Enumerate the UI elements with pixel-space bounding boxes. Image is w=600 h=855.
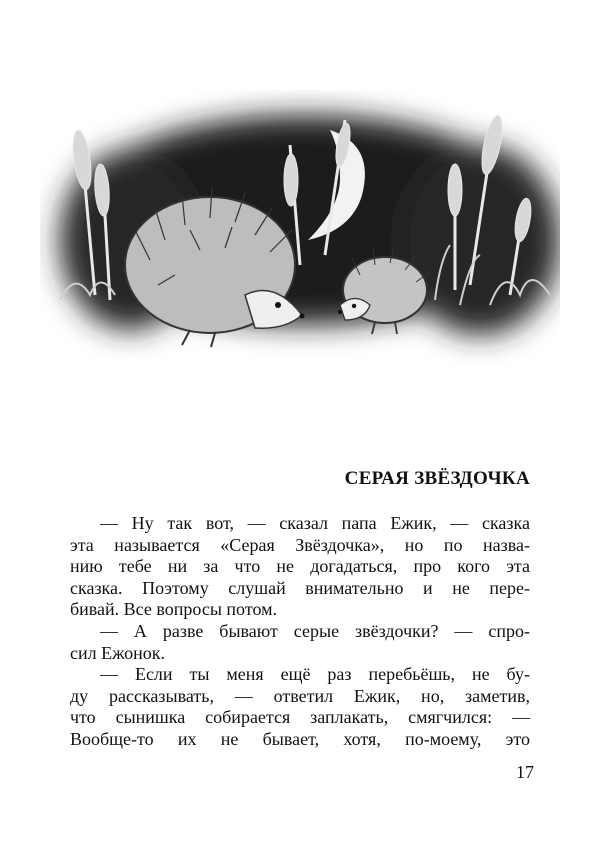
text-line: Вообще-то их не бывает, хотя, по-моему, это (70, 728, 530, 749)
text-line: сил Ежонок. (70, 642, 165, 663)
text-line: ду рассказывать, — ответил Ежик, но, заметив, (70, 685, 530, 706)
text-line: — Если ты меня ещё раз перебьёшь, не бу- (100, 664, 530, 685)
text-line: — А разве бывают серые звёздочки? — спро- (100, 620, 530, 641)
page-number: 17 (516, 762, 534, 782)
text-line: что сынишка собирается заплакать, смягчился: — (70, 707, 530, 728)
hedgehogs-illustration (40, 90, 560, 365)
text-line: — Ну так вот, — сказал папа Ежик, — сказка (100, 513, 530, 533)
text-line: сказка. Поэтому слушай внимательно и не пере- (70, 577, 530, 598)
story-text (70, 513, 530, 751)
text-line: нию тебе ни за что не догадаться, про кого эта (70, 556, 530, 577)
text-line: бивай. Все вопросы потом. (70, 599, 277, 620)
text-line: эта называется «Серая Звёздочка», но по назва- (70, 534, 530, 555)
chapter-title: СЕРАЯ ЗВЁЗДОЧКА (344, 468, 530, 489)
